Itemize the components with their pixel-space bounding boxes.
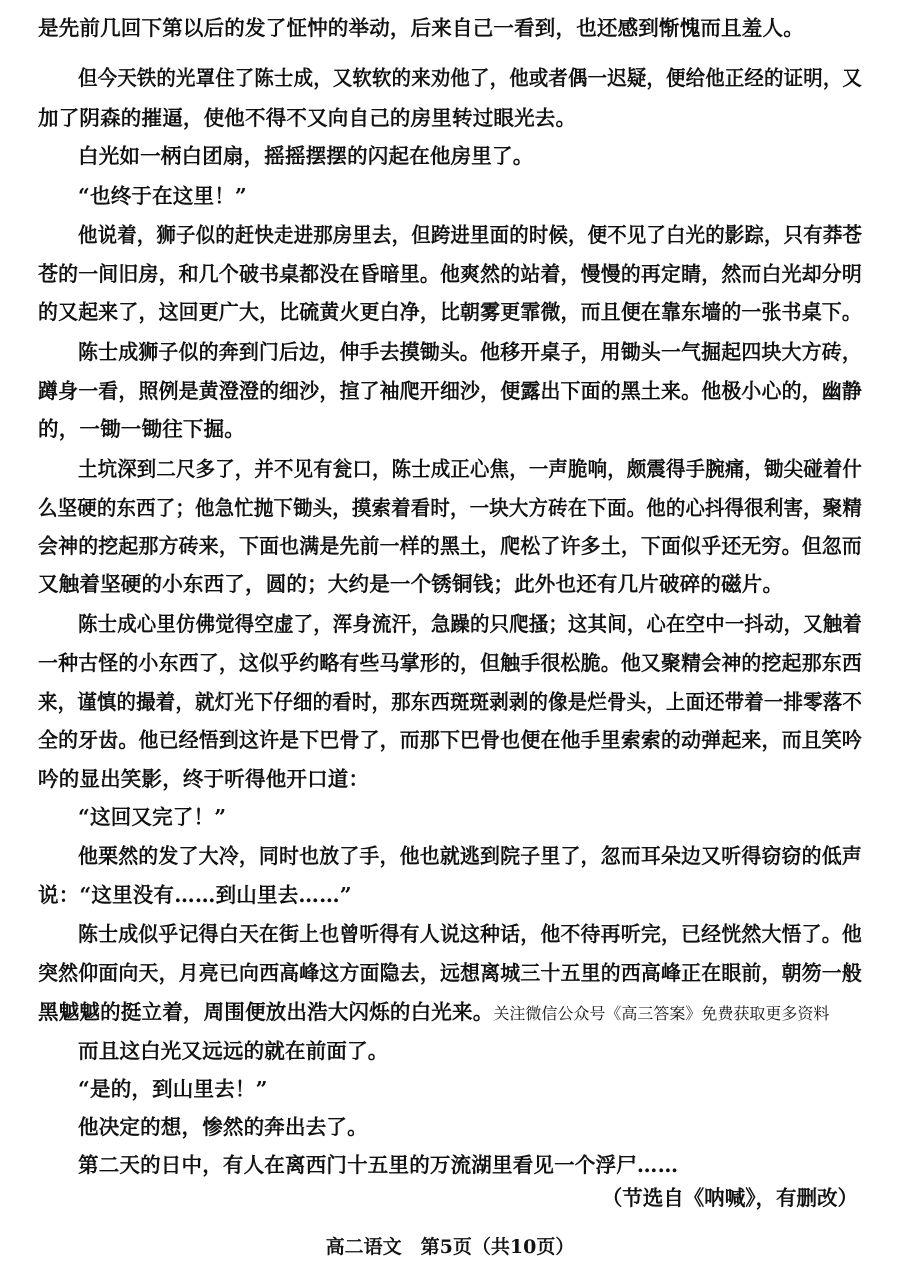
text-line: 加了阴森的摧逼，使他不得不又向自己的房里转过眼光去。 bbox=[38, 106, 577, 130]
text-line: 第二天的日中，有人在离西门十五里的万流湖里看见一个浮尸…… bbox=[78, 1153, 679, 1177]
text-line: 白光如一柄白团扇，摇摇摆摆的闪起在他房里了。 bbox=[78, 144, 534, 168]
text-line: 么坚硬的东西了；他急忙抛下锄头，摸索着看时，一块大方砖在下面。他的心抖得很利害，聚精 bbox=[38, 496, 863, 520]
text-line: 吟的显出笑影，终于听得他开口道： bbox=[38, 767, 370, 791]
text-line: 土坑深到二尺多了，并不见有瓮口，陈士成正心焦，一声脆响，颇震得手腕痛，锄尖碰着什 bbox=[78, 457, 863, 481]
text-line: 但今天铁的光罩住了陈士成，又软软的来劝他了，他或者偶一迟疑，便给他正经的证明，又 bbox=[78, 66, 863, 90]
text-line: 蹲身一看，照例是黄澄澄的细沙，揎了袖爬开细沙，便露出下面的黑土来。他极小心的，幽静 bbox=[38, 379, 863, 403]
text-line: 陈士成似乎记得白天在街上也曾听得有人说这种话，他不待再听完，已经恍然大悟了。他 bbox=[78, 922, 862, 946]
text-segment: 黑魆魆的挺立着，周围便放出浩大闪烁的白光来。 bbox=[38, 1000, 494, 1024]
text-line: 来，谨慎的撮着，就灯光下仔细的看时，那东西斑斑剥剥的像是烂骨头，上面还带着一排零落不 bbox=[38, 690, 863, 714]
text-line: 陈士成心里仿佛觉得空虚了，浑身流汗，急躁的只爬搔；这其间，心在空中一抖动，又触着 bbox=[78, 612, 863, 636]
text-line: 他说着，狮子似的赶快走进那房里去，但跨进里面的时候，便不见了白光的影踪，只有莽苍 bbox=[78, 223, 863, 247]
text-line: 一种古怪的小东西了，这似乎约略有些马掌形的，但触手很松脆。他又聚精会神的挖起那东西 bbox=[38, 651, 863, 675]
text-line: 全的牙齿。他已经悟到这许是下巴骨了，而那下巴骨也便在他手里索索的动弹起来，而且笑吟 bbox=[38, 728, 863, 752]
source-citation: （节选自《呐喊》，有删改） bbox=[601, 1186, 858, 1210]
text-line: 是先前几回下第以后的发了怔忡的举动，后来自己一看到，也还感到惭愧而且羞人。 bbox=[38, 16, 804, 40]
page-footer: 高二语文 第5页（共10页） bbox=[325, 1236, 575, 1258]
text-line: 又触着坚硬的小东西了，圆的；大约是一个锈铜钱；此外也还有几片破碎的磁片。 bbox=[38, 572, 784, 596]
text-line bbox=[0, 994, 900, 1030]
text-line: 陈士成狮子似的奔到门后边，伸手去摸锄头。他移开桌子，用锄头一气掘起四块大方砖， bbox=[78, 340, 862, 364]
text-line: 他栗然的发了大冷，同时也放了手，他也就逃到院子里了，忽而耳朵边又听得窃窃的低声 bbox=[78, 844, 862, 868]
text-line: 苍的一间旧房，和几个破书桌都没在昏暗里。他爽然的站着，慢慢的再定睛，然而白光却分明 bbox=[38, 262, 863, 286]
text-line: 突然仰面向天，月亮已向西高峰这方面隐去，远想离城三十五里的西高峰正在眼前，朝笏一般 bbox=[38, 961, 863, 985]
text-line: 说：“这里没有……到山里去……” bbox=[38, 883, 352, 907]
text-line: “是的，到山里去！” bbox=[78, 1077, 268, 1101]
text-line: “也终于在这里！” bbox=[78, 184, 247, 208]
text-line: 会神的挖起那方砖来，下面也满是先前一样的黑土，爬松了许多土，下面似乎还无穷。但忽而 bbox=[38, 534, 863, 558]
text-line: 的，一锄一锄往下掘。 bbox=[38, 417, 245, 441]
text-line: 的又起来了，这回更广大，比硫黄火更白净，比朝雾更霏微，而且便在靠东墙的一张书桌下。 bbox=[38, 300, 863, 324]
text-line: “这回又完了！” bbox=[78, 805, 227, 829]
watermark-note: 关注微信公众号《高三答案》免费获取更多资料 bbox=[493, 1004, 830, 1023]
text-line: 他决定的想，惨然的奔出去了。 bbox=[78, 1115, 368, 1139]
text-line: 而且这白光又远远的就在前面了。 bbox=[78, 1039, 389, 1063]
